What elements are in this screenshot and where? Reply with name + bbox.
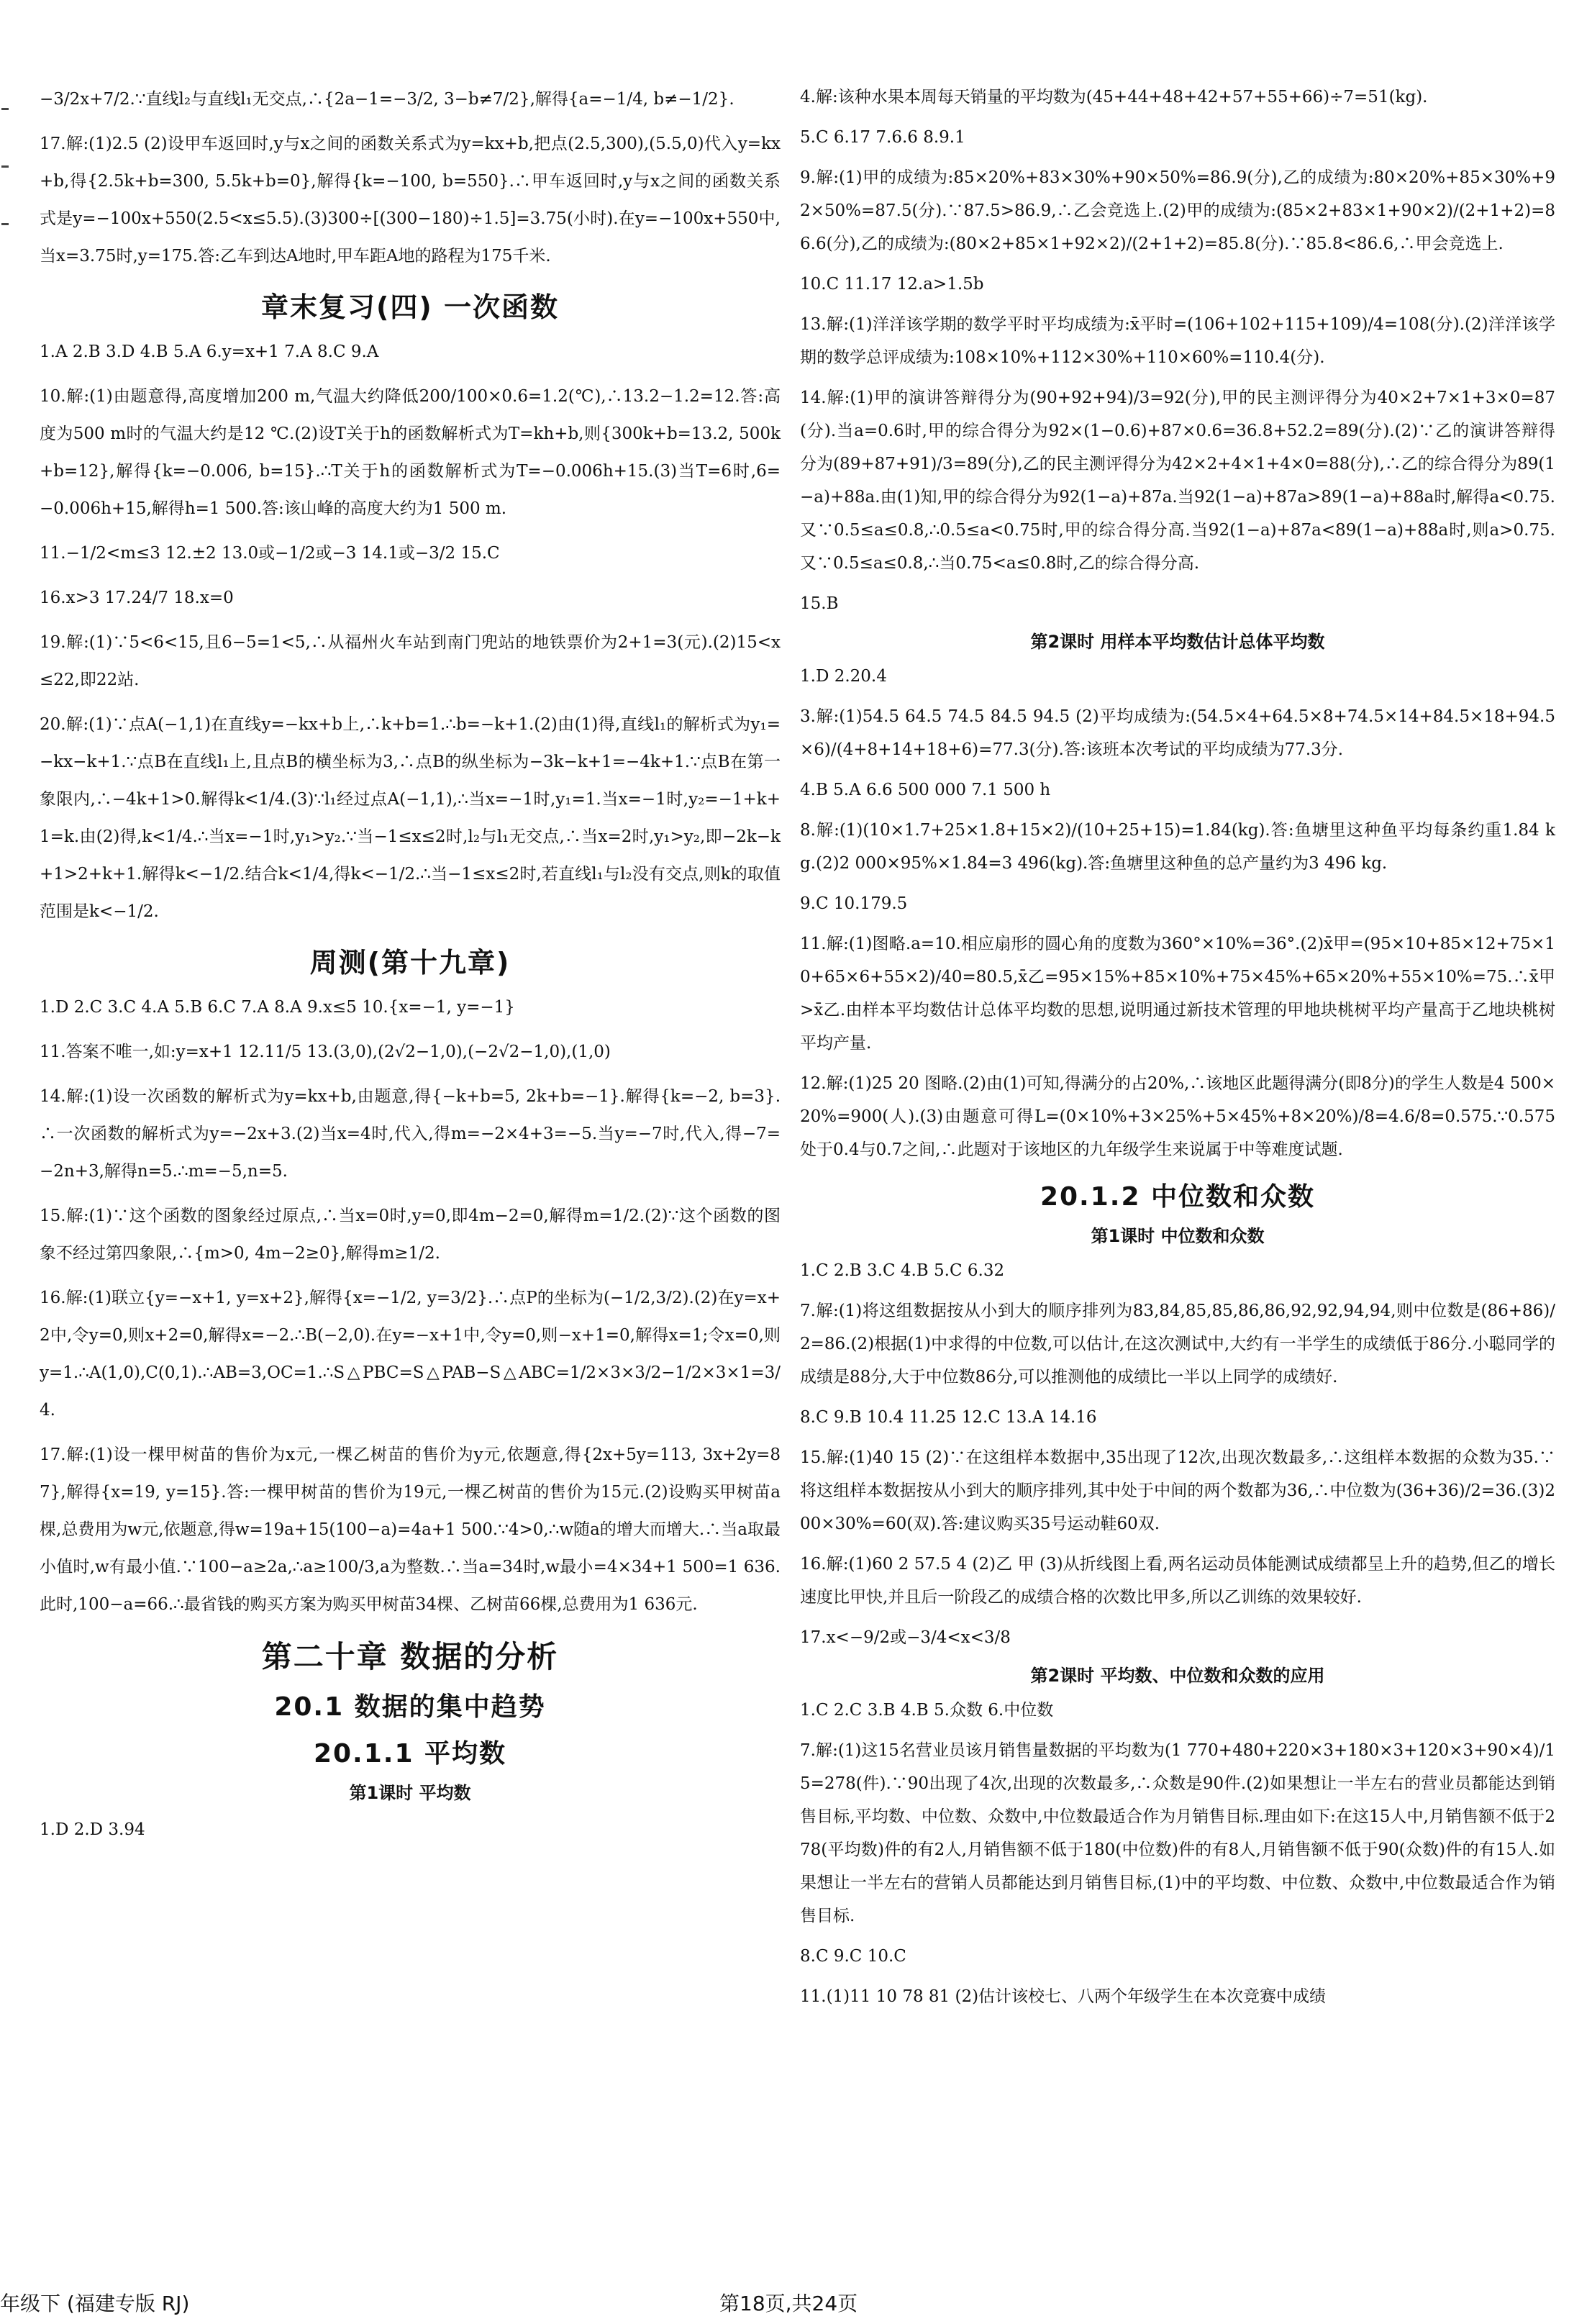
answer-15: 15.B <box>800 594 839 613</box>
section-heading-weekly-test: 周测(第十九章) <box>309 947 511 979</box>
lesson-answers-1-3: 1.D 2.D 3.94 <box>40 1820 145 1839</box>
answers-11-15: 11.−1/2<m≤3 12.±2 13.0或−1/2或−3 14.1或−3/2 15.C <box>40 544 500 563</box>
weekly-answer-17: 17.解:(1)设一棵甲树苗的售价为x元,一棵乙树苗的售价为y元,依题意,得{2x+5y=113, 3x+2y=87},解得{x=19, y=15}.答:一棵甲树苗的售价为19元,一棵乙树苗的售价为15元.(2)设购买甲树苗a棵,总费用为w元,依题意,得w=19a+15(100−a)=4a+1 500.∵4>0,∴w随a的增大而增大.∴当a取最小值时,w有最小值.∵100−a≥2a,∴a≥100/3,a为整数.∴当a=34时,w最小=4×34+1 500=1 636.此时,100−a=66.∴最省钱的购买方案为购买甲树苗34棵、乙树苗66棵,总费用为1 636元. <box>40 1445 781 1614</box>
lesson-heading-2: 第2课时 用样本平均数估计总体平均数 <box>1030 632 1325 652</box>
lesson2-answers-4-7: 4.B 5.A 6.6 500 000 7.1 500 h <box>800 781 1051 799</box>
lesson2-answer-12: 12.解:(1)25 20 图略.(2)由(1)可知,得满分的占20%,∴该地区此题得满分(即8分)的学生人数是4 500×20%=900(人).(3)由题意可得L=(0×10%+3×25%+5×45%+8×20%)/8=4.6/8=0.575.∵0.575处于0.4与0.7之间,∴此题对于该地区的九年级学生来说属于中等难度试题. <box>800 1074 1555 1159</box>
weekly-answers-11-13: 11.答案不唯一,如:y=x+1 12.11/5 13.(3,0),(2√2−1,0),(−2√2−1,0),(1,0) <box>40 1043 611 1061</box>
median-answer-7: 7.解:(1)将这组数据按从小到大的顺序排列为83,84,85,85,86,86,92,92,94,94,则中位数是(86+86)/2=86.(2)根据(1)中求得的中位数,可以估计,在这次测试中,大约有一半学生的成绩低于86分.小聪同学的成绩是88分,大于中位数86分,可以推测他的成绩比一半以上同学的成绩好. <box>800 1302 1555 1386</box>
answer-16-tail: −3/2x+7/2.∵直线l₂与直线l₁无交点,∴{2a−1=−3/2, 3−b≠7/2},解得{a=−1/4, b≠−1/2}. <box>40 90 734 109</box>
median-answer-17: 17.x<−9/2或−3/4<x<3/8 <box>800 1628 1011 1647</box>
answers-1-9: 1.A 2.B 3.D 4.B 5.A 6.y=x+1 7.A 8.C 9.A <box>40 342 379 361</box>
edge-mark <box>1 223 9 225</box>
answer-20: 20.解:(1)∵点A(−1,1)在直线y=−kx+b上,∴k+b=1.∴b=−k+1.(2)由(1)得,直线l₁的解析式为y₁=−kx−k+1.∵点B在直线l₁上,且点B的横坐标为3,∴点B的纵坐标为−3k−k+1=−4k+1.∵点B在第一象限内,∴−4k+1>0.解得k<1/4.(3)∵l₁经过点A(−1,1),∴当x=−1时,y₁=1.当x=−1时,y₂=−1+k+1=k.由(2)得,k<1/4.∴当x=−1时,y₁>y₂.∵当−1≤x≤2时,l₂与l₁无交点,∴当x=2时,y₁>y₂,即−2k−k+1>2+k+1.解得k<−1/2.结合k<1/4,得k<−1/2.∴当−1≤x≤2时,若直线l₁与l₂没有交点,则k的取值范围是k<−1/2. <box>40 715 781 921</box>
page-footer <box>0 2288 1592 2317</box>
edition-label: 年级下 (福建专版 RJ) <box>0 2292 190 2315</box>
lesson-heading-median-mode: 第1课时 中位数和众数 <box>1091 1226 1265 1246</box>
application-answers-1-6: 1.C 2.C 3.B 4.B 5.众数 6.中位数 <box>800 1701 1054 1720</box>
median-answers-8-14: 8.C 9.B 10.4 11.25 12.C 13.A 14.16 <box>800 1408 1097 1427</box>
answer-13: 13.解:(1)洋洋该学期的数学平时平均成绩为:x̄平时=(106+102+115+109)/4=108(分).(2)洋洋该学期的数学总评成绩为:108×10%+112×30%+110×60%=110.4(分). <box>800 315 1555 367</box>
median-answer-15: 15.解:(1)40 15 (2)∵在这组样本数据中,35出现了12次,出现次数最多,∴这组样本数据的众数为35.∵将这组样本数据按从小到大的顺序排列,其中处于中间的两个数都为36,∴中位数为(36+36)/2=36.(3)200×30%=60(双).答:建议购买35号运动鞋60双. <box>800 1448 1555 1533</box>
lesson-heading-application: 第2课时 平均数、中位数和众数的应用 <box>1030 1666 1325 1686</box>
weekly-answer-15: 15.解:(1)∵这个函数的图象经过原点,∴当x=0时,y=0,即4m−2=0,解得m=1/2.(2)∵这个函数的图象不经过第四象限,∴{m>0, 4m−2≥0},解得m≥1/2. <box>40 1207 781 1263</box>
weekly-answer-16: 16.解:(1)联立{y=−x+1, y=x+2},解得{x=−1/2, y=3/2}.∴点P的坐标为(−1/2,3/2).(2)在y=x+2中,令y=0,则x+2=0,解得x=−2.∴B(−2,0).在y=−x+1中,令y=0,则−x+1=0,解得x=1;令x=0,则y=1.∴A(1,0),C(0,1).∴AB=3,OC=1.∴S△PBC=S△PAB−S△ABC=1/2×3×3/2−1/2×3×1=3/4. <box>40 1289 781 1420</box>
lesson2-answers-9-10: 9.C 10.179.5 <box>800 894 908 913</box>
right-column <box>800 81 1555 2020</box>
application-answer-11: 11.(1)11 10 78 81 (2)估计该校七、八两个年级学生在本次竞赛中成绩 <box>800 1987 1327 2006</box>
weekly-answers-1-10: 1.D 2.C 3.C 4.A 5.B 6.C 7.A 8.A 9.x≤5 10.{x=−1, y=−1} <box>40 998 515 1017</box>
left-column <box>40 81 781 1856</box>
section-heading-20-1-1: 20.1.1 平均数 <box>313 1739 507 1769</box>
answers-10-12: 10.C 11.17 12.a>1.5b <box>800 275 984 294</box>
lesson2-answers-1-2: 1.D 2.20.4 <box>800 667 887 686</box>
answer-4: 4.解:该种水果本周每天销量的平均数为(45+44+48+42+57+55+66)÷7=51(kg). <box>800 88 1428 106</box>
answer-10: 10.解:(1)由题意得,高度增加200 m,气温大约降低200/100×0.6=1.2(℃),∴13.2−1.2=12.答:高度为500 m时的气温大约是12 ℃.(2)设T关于h的函数解析式为T=kh+b,则{300k+b=13.2, 500k+b=12},解得{k=−0.006, b=15}.∴T关于h的函数解析式为T=−0.006h+15.(3)当T=6时,6=−0.006h+15,解得h=1 500.答:该山峰的高度大约为1 500 m. <box>40 387 781 518</box>
lesson2-answer-11: 11.解:(1)图略.a=10.相应扇形的圆心角的度数为360°×10%=36°.(2)x̄甲=(95×10+85×12+75×10+65×6+55×2)/40=80.5,x̄乙=95×15%+85×10%+75×45%+65×20%+55×10%=75.∴x̄甲>x̄乙.由样本平均数估计总体平均数的思想,说明通过新技术管理的甲地块桃树平均产量高于乙地块桃树平均产量. <box>800 935 1555 1053</box>
weekly-answer-14: 14.解:(1)设一次函数的解析式为y=kx+b,由题意,得{−k+b=5, 2k+b=−1}.解得{k=−2, b=3}.∴一次函数的解析式为y=−2x+3.(2)当x=4时,代入,得m=−2×4+3=−5.当y=−7时,代入,得−7=−2n+3,解得n=5.∴m=−5,n=5. <box>40 1087 781 1181</box>
lesson2-answer-3: 3.解:(1)54.5 64.5 74.5 84.5 94.5 (2)平均成绩为:(54.5×4+64.5×8+74.5×14+84.5×18+94.5×6)/(4+8+14+18+6)=77.3(分).答:该班本次考试的平均成绩为77.3分. <box>800 707 1555 759</box>
chapter-heading-20: 第二十章 数据的分析 <box>261 1639 559 1674</box>
section-heading-20-1: 20.1 数据的集中趋势 <box>274 1692 546 1722</box>
answers-5-8: 5.C 6.17 7.6.6 8.9.1 <box>800 128 965 147</box>
page-number: 第18页,共24页 <box>719 2292 858 2315</box>
lesson2-answer-8: 8.解:(1)(10×1.7+25×1.8+15×2)/(10+25+15)=1.84(kg).答:鱼塘里这种鱼平均每条约重1.84 kg.(2)2 000×95%×1.84=3 496(kg).答:鱼塘里这种鱼的总产量约为3 496 kg. <box>800 821 1555 873</box>
section-heading-chapter-review: 章末复习(四) 一次函数 <box>261 291 559 323</box>
answer-19: 19.解:(1)∵5<6<15,且6−5=1<5,∴从福州火车站到南门兜站的地铁票价为2+1=3(元).(2)15<x≤22,即22站. <box>40 633 781 689</box>
section-heading-20-1-2: 20.1.2 中位数和众数 <box>1040 1182 1316 1212</box>
application-answer-7: 7.解:(1)这15名营业员该月销售量数据的平均数为(1 770+480+220×3+180×3+120×3+90×4)/15=278(件).∵90出现了4次,出现的次数最多,∴众数是90件.(2)如果想让一半左右的营业员都能达到销售目标,平均数、中位数、众数中,中位数最适合作为月销售目标.理由如下:在这15人中,月销售额不低于278(平均数)件的有2人,月销售额不低于180(中位数)件的有8人,月销售额不低于90(众数)件的有15人.如果想让一半左右的营销人员都能达到月销售目标,(1)中的平均数、中位数、众数中,中位数最适合作为销售目标. <box>800 1741 1555 1925</box>
answer-9: 9.解:(1)甲的成绩为:85×20%+83×30%+90×50%=86.9(分),乙的成绩为:80×20%+85×30%+92×50%=87.5(分).∵87.5>86.9,∴乙会竞选上.(2)甲的成绩为:(85×2+83×1+90×2)/(2+1+2)=86.6(分),乙的成绩为:(80×2+85×1+92×2)/(2+1+2)=85.8(分).∵85.8<86.6,∴甲会竞选上. <box>800 168 1555 253</box>
application-answers-8-10: 8.C 9.C 10.C <box>800 1947 906 1966</box>
edge-mark <box>1 165 9 168</box>
median-answers-1-6: 1.C 2.B 3.C 4.B 5.C 6.32 <box>800 1261 1005 1280</box>
lesson-heading-1: 第1课时 平均数 <box>349 1783 471 1803</box>
median-answer-16: 16.解:(1)60 2 57.5 4 (2)乙 甲 (3)从折线图上看,两名运动员体能测试成绩都呈上升的趋势,但乙的增长速度比甲快,并且后一阶段乙的成绩合格的次数比甲多,所以乙训练的效果较好. <box>800 1555 1555 1607</box>
answer-17: 17.解:(1)2.5 (2)设甲车返回时,y与x之间的函数关系式为y=kx+b,把点(2.5,300),(5.5,0)代入y=kx+b,得{2.5k+b=300, 5.5k+b=0},解得{k=−100, b=550}.∴甲车返回时,y与x之间的函数关系式是y=−100x+550(2.5<x≤5.5).(3)300÷[(300−180)÷1.5]=3.75(小时).在y=−100x+550中,当x=3.75时,y=175.答:乙车到达A地时,甲车距A地的路程为175千米. <box>40 135 781 265</box>
answer-14: 14.解:(1)甲的演讲答辩得分为(90+92+94)/3=92(分),甲的民主测评得分为40×2+7×1+3×0=87(分).当a=0.6时,甲的综合得分为92×(1−0.6)+87×0.6=36.8+52.2=89(分).(2)∵乙的演讲答辩得分为(89+87+91)/3=89(分),乙的民主测评得分为42×2+4×1+4×0=88(分),∴乙的综合得分为89(1−a)+88a.由(1)知,甲的综合得分为92(1−a)+87a.当92(1−a)+87a>89(1−a)+88a时,解得a<0.75.又∵0.5≤a≤0.8,∴0.5≤a<0.75时,甲的综合得分高.当92(1−a)+87a<89(1−a)+88a时,则a>0.75.又∵0.5≤a≤0.8,∴当0.75<a≤0.8时,乙的综合得分高. <box>800 389 1555 573</box>
edge-mark <box>1 108 9 110</box>
answers-16-18: 16.x>3 17.24/7 18.x=0 <box>40 589 234 607</box>
